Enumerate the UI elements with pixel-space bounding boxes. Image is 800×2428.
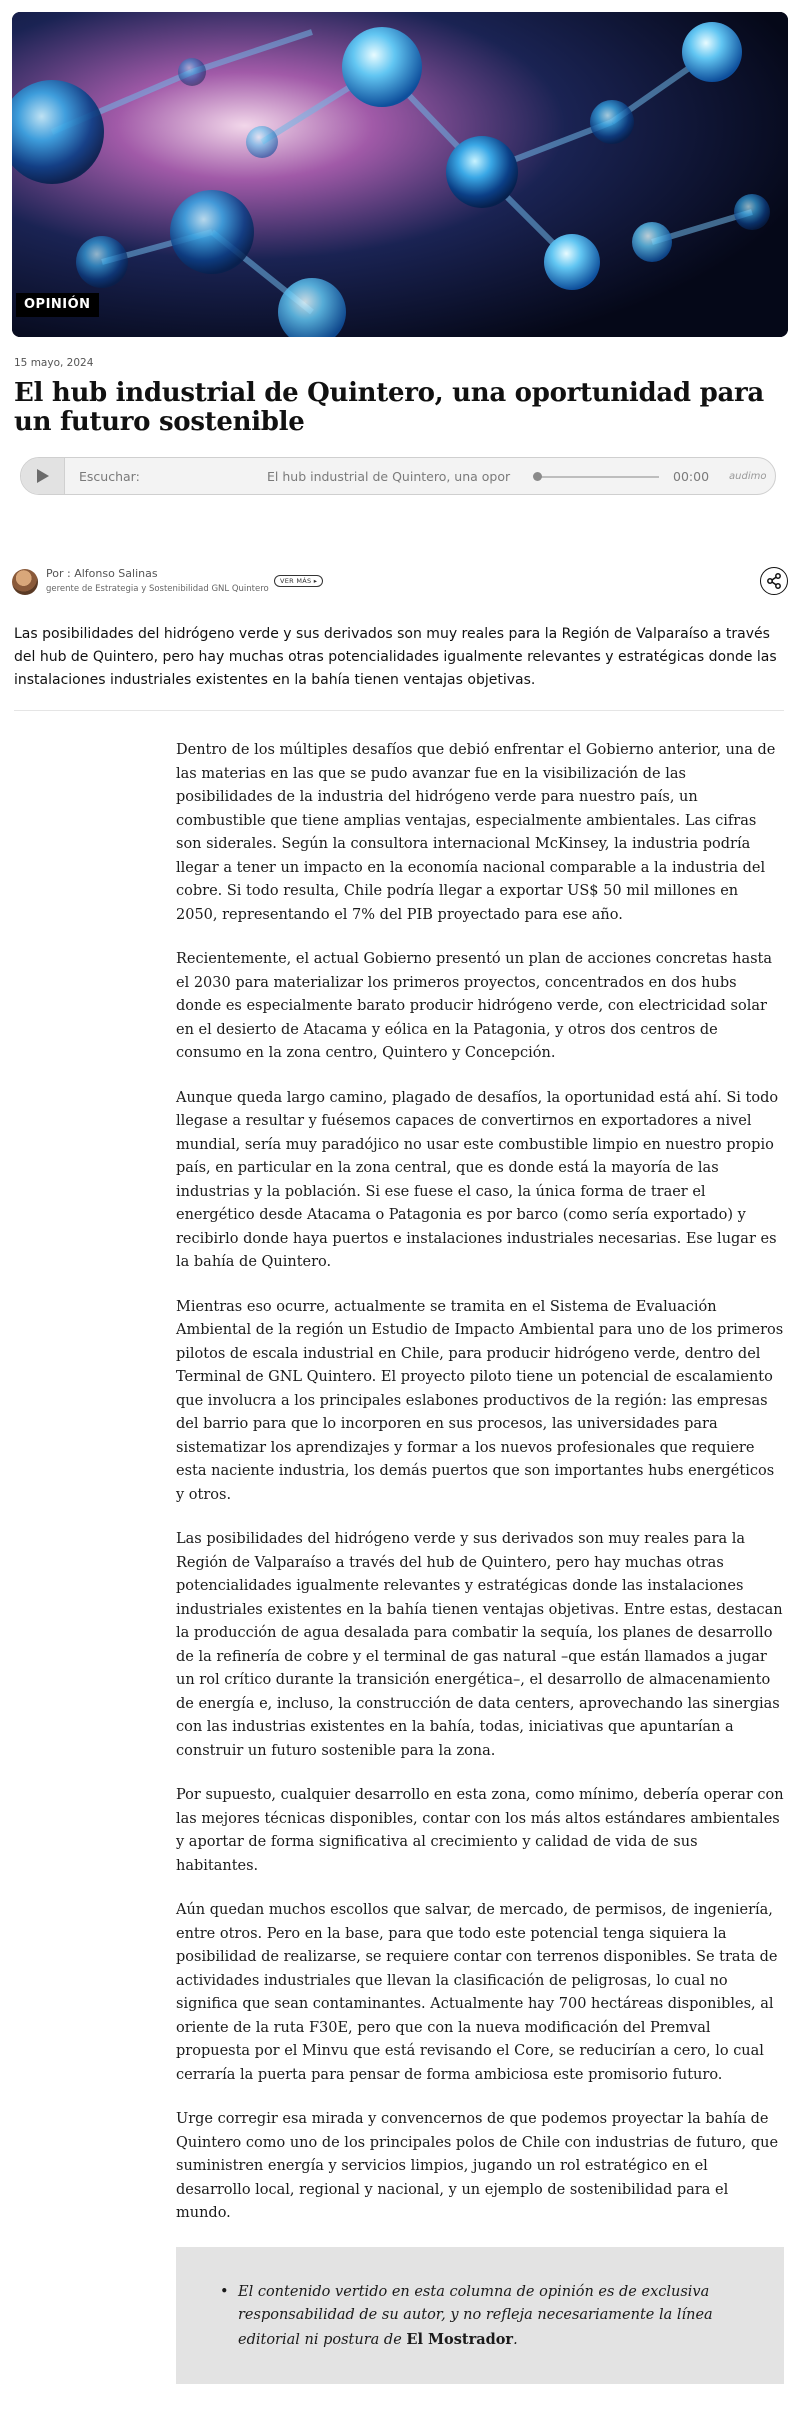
body-paragraph: Dentro de los múltiples desafíos que debió enfrentar el Gobierno anterior, una de las materias en las que se pudo avanzar fue en la visibilización de las posibilidades de la industria del hidrógeno verde para nuestro país, un combustible que tiene amplias ventajas, especialmente ambientales. Las cifras son siderales. Según la consultora internacional McKinsey, la industria podría llegar a tener un impacto en la economía nacional comparable a la industria del cobre. Si todo resulta, Chile podría llegar a exportar US$ 50 mil millones en 2050, representando el 7% del PIB proyectado para ese año. [176, 742, 776, 923]
share-button[interactable] [760, 567, 788, 595]
play-button[interactable] [21, 458, 65, 494]
author-role: gerente de Estrategia y Sostenibilidad GNL Quintero [46, 584, 269, 594]
disclaimer-box [176, 2247, 784, 2385]
body-paragraph: Aún quedan muchos escollos que salvar, de mercado, de permisos, de ingeniería, entre otros. Pero en la base, para que todo este potencial tenga siquiera la posibilidad de realizarse, se requiere contar con terrenos disponibles. Se trata de actividades industriales que llevan la clasificación de peligrosas, lo cual no significa que sean contaminantes. Actualmente hay 700 hectáreas disponibles, al oriente de la ruta F30E, pero que con la nueva modificación del Premval propuesta por el Minvu que está revisando el Core, se reducirían a cero, lo cual cerraría la puerta para pensar de forma ambiciosa este promisorio futuro. [176, 1902, 778, 2083]
body-paragraph: Mientras eso ocurre, actualmente se tramita en el Sistema de Evaluación Ambiental de la región un Estudio de Impacto Ambiental para uno de los primeros pilotos de escala industrial en Chile, para producir hidrógeno verde, dentro del Terminal de GNL Quintero. El proyecto piloto tiene un potencial de escalamiento que involucra a los principales eslabones productivos de la región: las empresas del barrio para que lo incorporen en sus procesos, las universidades para sistematizar los aprendizajes y formar a los nuevos profesionales que requiere esta naciente industria, los demás puertos que son importantes hubs energéticos y otros. [176, 1298, 784, 1503]
body-paragraph: Urge corregir esa mirada y convencernos de que podemos proyectar la bahía de Quintero como uno de los principales polos de Chile con industrias de futuro, que suministren energía y servicios limpios, jugando un rol estratégico en el desarrollo local, regional y nacional, y un ejemplo de sostenibilidad para el mundo. [176, 2111, 779, 2221]
author-byline [12, 567, 800, 601]
body-paragraph: Recientemente, el actual Gobierno presentó un plan de acciones concretas hasta el 2030 para materializar los primeros proyectos, concentrados en dos hubs donde es especialmente barato producir hidrógeno verde, con electricidad solar en el desierto de Atacama y eólica en la Patagonia, y otros dos centros de consumo en la zona centro, Quintero y Concepción. [176, 951, 773, 1061]
progress-bar[interactable] [535, 476, 659, 478]
bullet-icon: • [220, 2283, 229, 2300]
progress-knob[interactable] [533, 472, 542, 481]
outlet-name: El Mostrador [406, 2330, 514, 2348]
disclaimer-item [220, 2281, 744, 2353]
body-paragraph: Por supuesto, cualquier desarrollo en esta zona, como mínimo, debería operar con las mejores técnicas disponibles, contar con los más altos estándares ambientales y aportar de forma significativa al crecimiento y calidad de vida de sus habitantes. [176, 1787, 784, 1874]
article-body [176, 739, 784, 2226]
player-brand[interactable]: audimo [729, 470, 767, 482]
molecule-illustration [12, 12, 788, 337]
audio-player [20, 457, 776, 495]
play-icon [36, 468, 50, 484]
disclaimer-body: El contenido vertido en esta columna de opinión es de exclusiva responsabilidad de su autor, y no refleja necesariamente la línea editorial ni postura de [238, 2283, 713, 2348]
hero-image [12, 12, 788, 337]
avatar[interactable] [12, 569, 38, 595]
category-badge[interactable]: OPINIÓN [16, 293, 99, 317]
article-lead: Las posibilidades del hidrógeno verde y sus derivados son muy reales para la Región de Valparaíso a través del hub de Quintero, pero hay muchas otras potencialidades igualmente relevantes y estratégicas donde las instalaciones industriales existentes en la bahía tienen ventajas objetivas. [14, 623, 784, 711]
see-more-button[interactable]: VER MÁS ▸ [274, 575, 323, 587]
disclaimer-text [238, 2281, 744, 2353]
disclaimer-end: . [513, 2331, 518, 2348]
publish-date: 15 mayo, 2024 [14, 357, 94, 369]
time-display: 00:00 [673, 468, 710, 484]
track-title: El hub industrial de Quintero, una opor [267, 468, 511, 484]
share-icon [766, 573, 782, 589]
body-paragraph: Aunque queda largo camino, plagado de desafíos, la oportunidad está ahí. Si todo llegase a resultar y fuésemos capaces de convertirnos en exportadores a nivel mundial, sería muy paradójico no usar este combustible limpio en nuestro propio país, en particular en la zona central, que es donde está la mayoría de las industrias y la población. Si ese fuese el caso, la única forma de traer el energético desde Atacama o Patagonia es por barco (como sería exportado) y recibirlo donde haya puertos e instalaciones industriales necesarias. Ese lugar es la bahía de Quintero. [176, 1089, 779, 1270]
article-title: El hub industrial de Quintero, una oportunidad para un futuro sostenible [14, 378, 764, 437]
article-page [0, 12, 800, 2384]
author-name[interactable]: Por : Alfonso Salinas [46, 567, 158, 580]
body-paragraph: Las posibilidades del hidrógeno verde y sus derivados son muy reales para la Región de Valparaíso a través del hub de Quintero, pero hay muchas otras potencialidades igualmente relevantes y estratégicas donde las instalaciones industriales existentes en la bahía tienen ventajas objetivas. Entre estas, destacan la producción de agua desalada para combatir la sequía, los planes de desarrollo de la refinería de cobre y el terminal de gas natural –que están llamados a jugar un rol crítico durante la transición energética–, el desarrollo de almacenamiento de energía e, incluso, la construcción de data centers, aprovechando las sinergias con las industrias existentes en la bahía, todas, iniciativas que apuntarían a construir un futuro sostenible para la zona. [176, 1531, 783, 1759]
listen-label: Escuchar: [79, 468, 140, 484]
